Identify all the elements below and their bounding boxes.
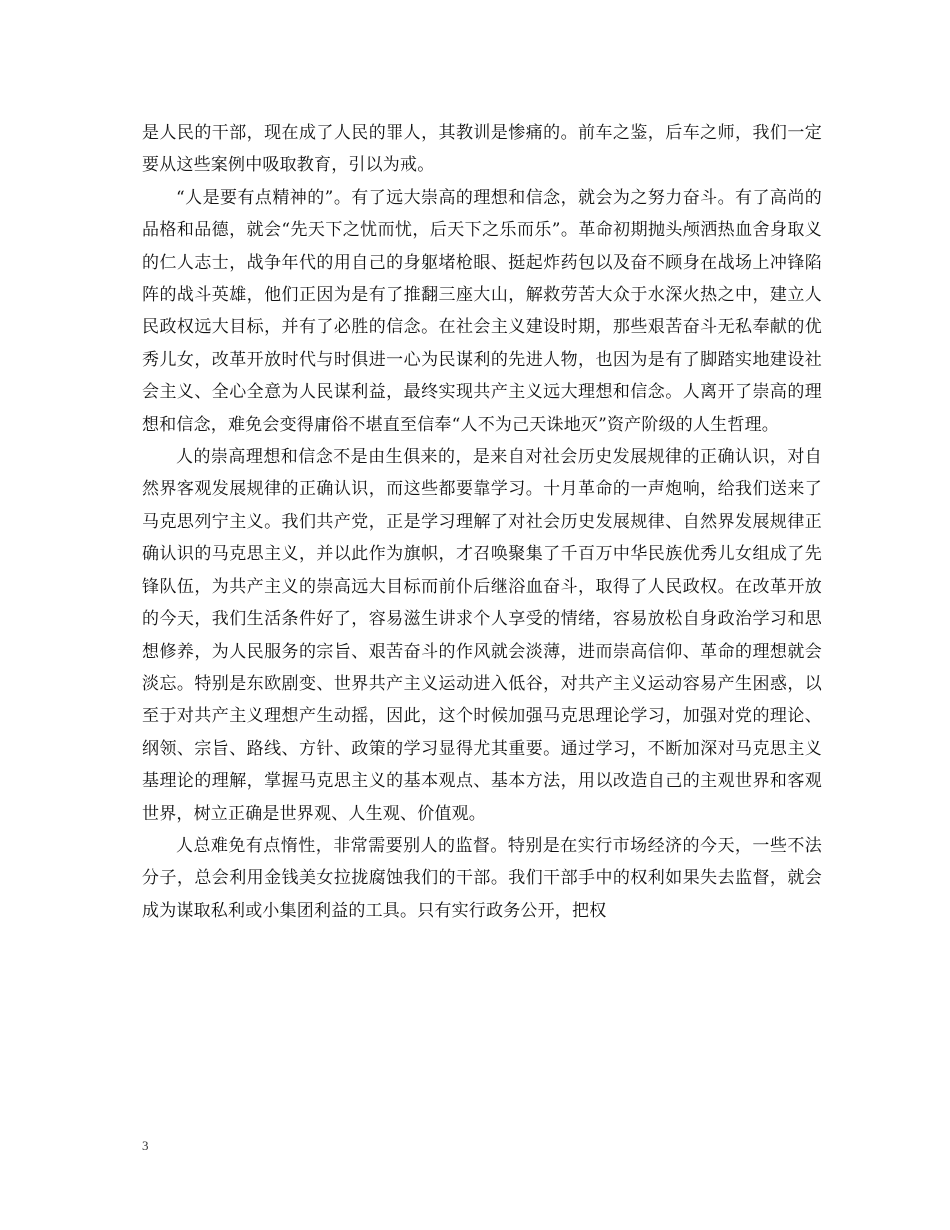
document-page (142, 117, 822, 927)
page-number: 3 (142, 1138, 149, 1153)
paragraph-4: 人总难免有点惰性，非常需要别人的监督。特别是在实行市场经济的今天，一些不法分子，总会利用金钱美女拉拢腐蚀我们的干部。我们干部手中的权利如果失去监督，就会成为谋取私利或小集团利益的工具。只有实行政务公开，把权 (142, 835, 822, 921)
paragraph-3: 人的崇高理想和信念不是由生俱来的，是来自对社会历史发展规律的正确认识，对自然界客观发展规律的正确认识，而这些都要靠学习。十月革命的一声炮响，给我们送来了马克思列宁主义。我们共产党，正是学习理解了对社会历史发展规律、自然界发展规律正确认识的马克思主义，并以此作为旗帜，才召唤聚集了千百万中华民族优秀儿女组成了先锋队伍，为共产主义的崇高远大目标而前仆后继浴血奋斗，取得了人民政权。在改革开放的今天，我们生活条件好了，容易滋生讲求个人享受的情绪，容易放松自身政治学习和思想修养，为人民服务的宗旨、艰苦奋斗的作风就会淡薄，进而崇高信仰、革命的理想就会淡忘。特别是东欧剧变、世界共产主义运动进入低谷，对共产主义运动容易产生困惑，以至于对共产主义理想产生动摇，因此，这个时候加强马克思理论学习，加强对党的理论、纲领、宗旨、路线、方针、政策的学习显得尤其重要。通过学习，不断加深对马克思主义基理论的理解，掌握马克思主义的基本观点、基本方法，用以改造自己的主观世界和客观世界，树立正确是世界观、人生观、价值观。 (142, 447, 822, 824)
paragraph-1: 是人民的干部，现在成了人民的罪人，其教训是惨痛的。前车之鉴，后车之师，我们一定要从这些案例中吸取教育，引以为戒。 (142, 123, 822, 176)
paragraph-2: “人是要有点精神的”。有了远大崇高的理想和信念，就会为之努力奋斗。有了高尚的品格和品德，就会“先天下之忧而忧，后天下之乐而乐”。革命初期抛头颅洒热血舍身取义的仁人志士，战争年代的用自己的身躯堵枪眼、挺起炸药包以及奋不顾身在战场上冲锋陷阵的战斗英雄，他们正因为是有了推翻三座大山，解救劳苦大众于水深火热之中，建立人民政权远大目标，并有了必胜的信念。在社会主义建设时期，那些艰苦奋斗无私奉献的优秀儿女，改革开放时代与时俱进一心为民谋利的先进人物，也因为是有了脚踏实地建设社会主义、全心全意为人民谋利益，最终实现共产主义远大理想和信念。人离开了崇高的理想和信念，难免会变得庸俗不堪直至信奉“人不为己天诛地灭”资产阶级的人生哲理。 (142, 187, 822, 435)
